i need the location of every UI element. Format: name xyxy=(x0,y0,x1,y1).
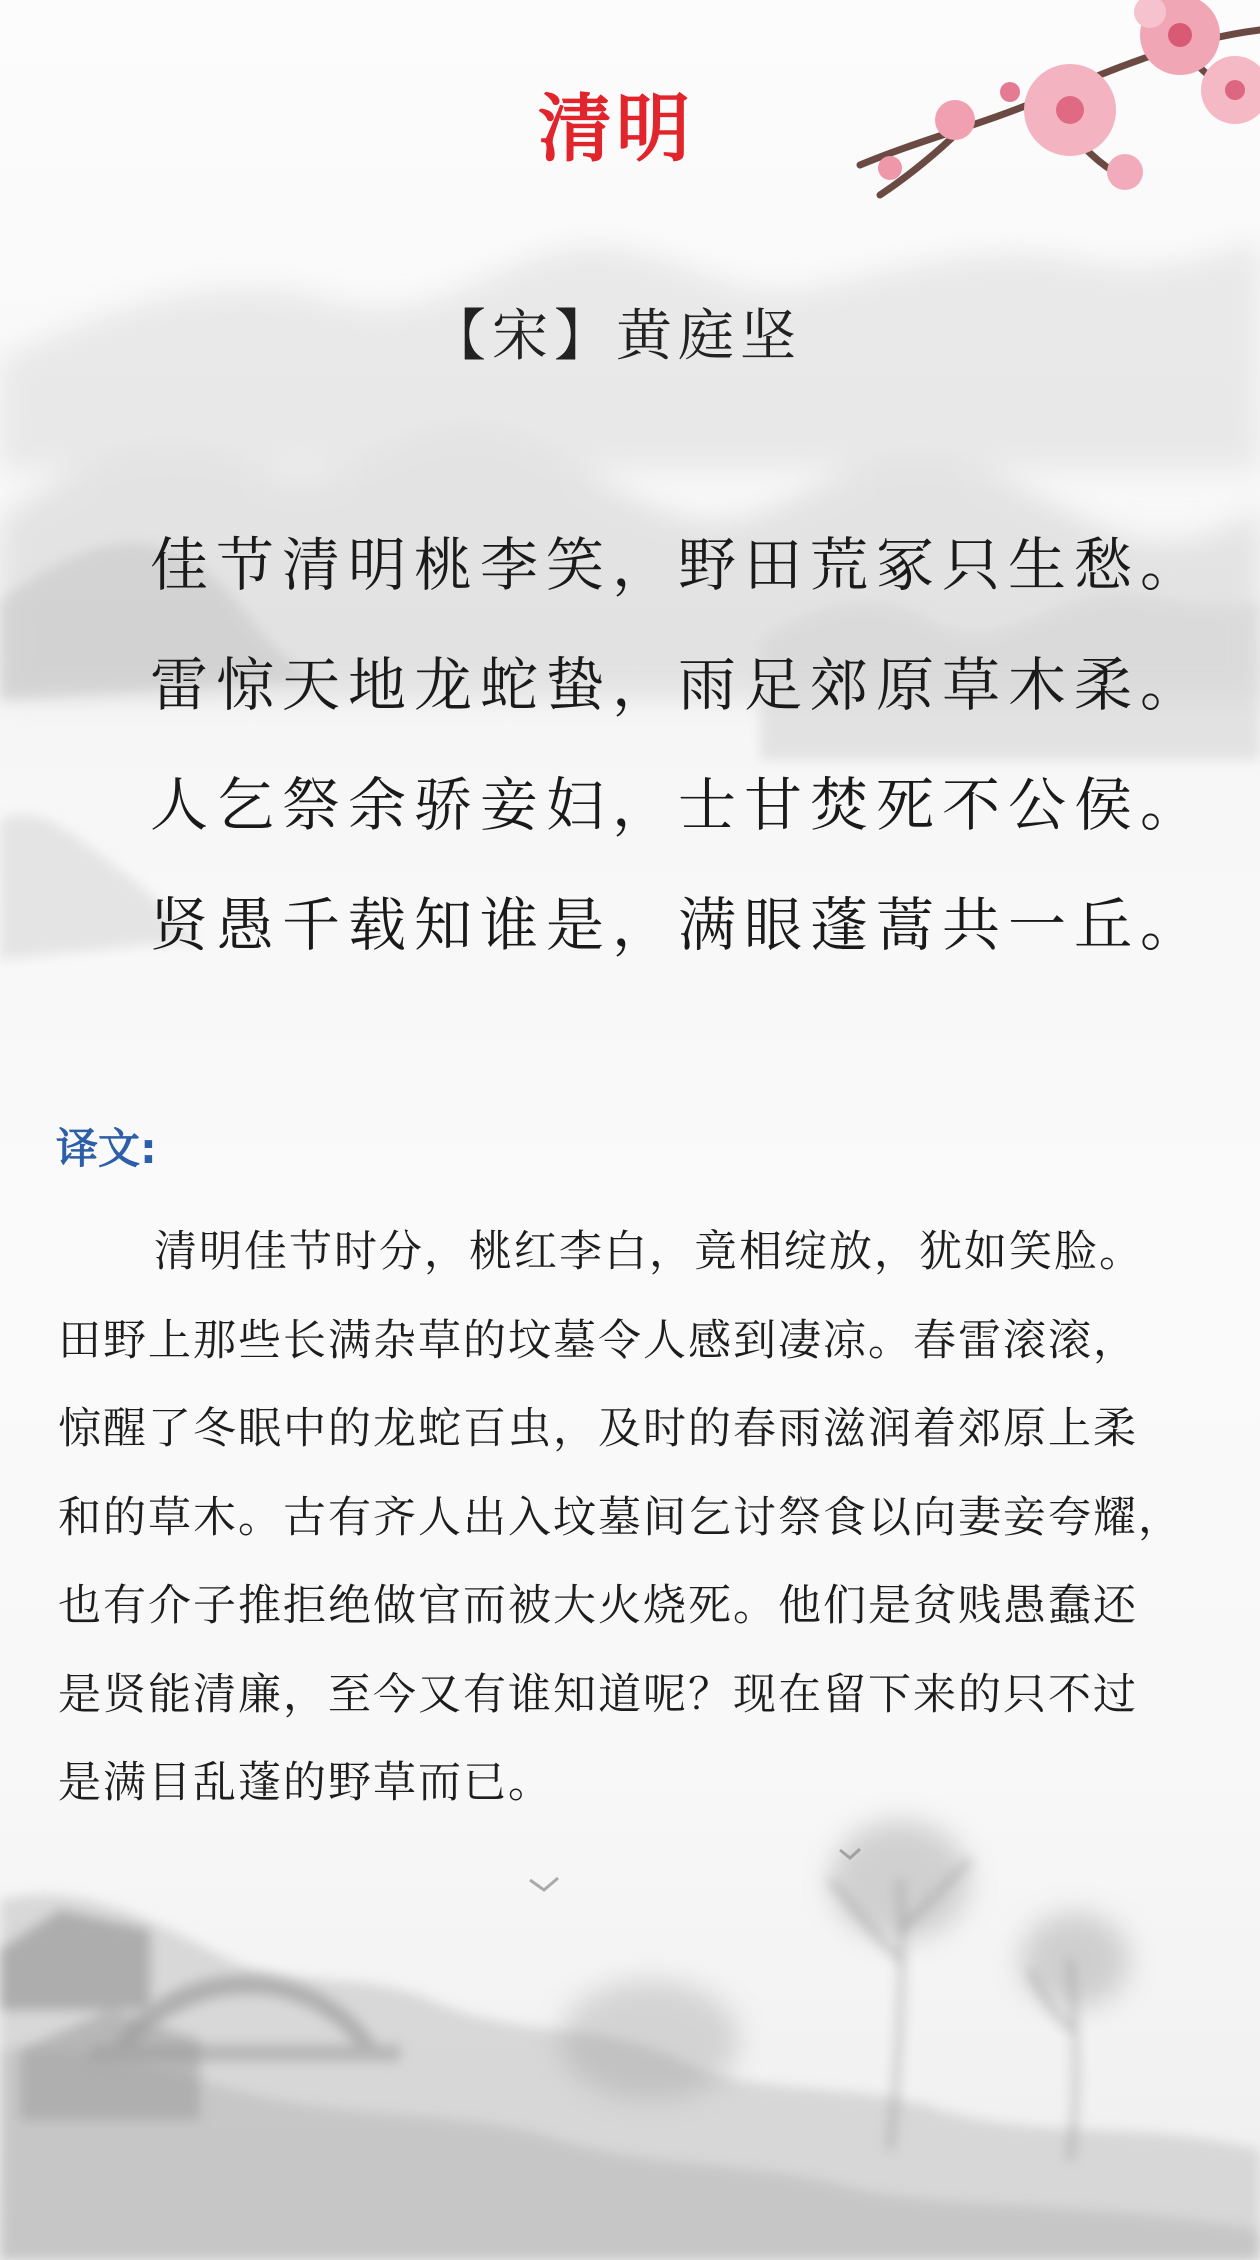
poem-line: 雷惊天地龙蛇蛰，雨足郊原草木柔。 xyxy=(150,651,1207,719)
translation-text xyxy=(58,1208,1218,1828)
translation-line: 清明佳节时分，桃红李白，竟相绽放，犹如笑脸。 xyxy=(154,1227,1144,1277)
poem-line: 人乞祭余骄妾妇，士甘焚死不公侯。 xyxy=(150,771,1207,839)
poem-line: 佳节清明桃李笑，野田荒冢只生愁。 xyxy=(150,531,1207,599)
poem-line: 贤愚千载知谁是，满眼蓬蒿共一丘。 xyxy=(150,891,1207,959)
poem-title: 清明 xyxy=(538,86,694,172)
translation-line: 和的草木。古有齐人出入坟墓间乞讨祭食以向妻妾夸耀， xyxy=(58,1492,1183,1543)
translation-line: 惊醒了冬眠中的龙蛇百虫，及时的春雨滋润着郊原上柔 xyxy=(58,1404,1138,1454)
translation-line: 也有介子推拒绝做官而被大火烧死。他们是贫贱愚蠢还 xyxy=(58,1581,1138,1631)
translation-heading: 译文: xyxy=(56,1124,157,1173)
poem-body xyxy=(150,530,1207,1010)
translation-line: 是贤能清廉，至今又有谁知道呢？现在留下来的只不过 xyxy=(58,1669,1138,1720)
translation-line: 田野上那些长满杂草的坟墓令人感到凄凉。春雷滚滚， xyxy=(58,1315,1138,1366)
translation-line: 是满目乱蓬的野草而已。 xyxy=(58,1758,553,1808)
poem-author: 【宋】黄庭坚 xyxy=(430,304,802,369)
